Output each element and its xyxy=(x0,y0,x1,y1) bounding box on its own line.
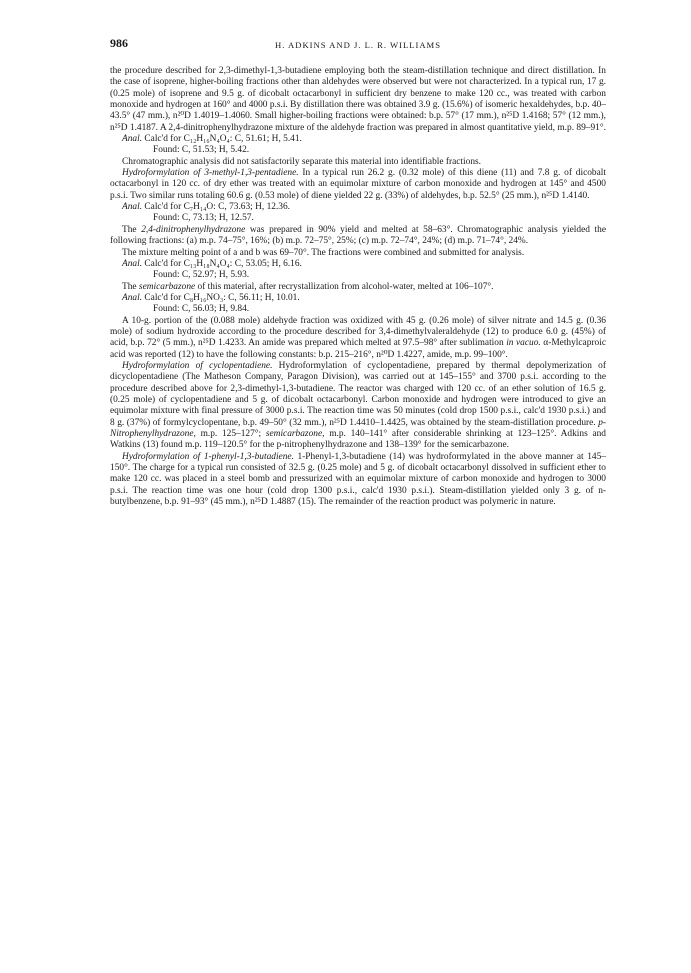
page-number: 986 xyxy=(110,36,128,50)
analysis-label: Anal. xyxy=(122,202,143,213)
paragraph-text: 1-Phenyl-1,3-butadiene (14) was hydroformylated in the above manner at 145–150°. The charge for a typical run consisted of 32.5 g. (0.25 mole) and 5 g. of dicobalt octacarbonyl dissolved in sufficient ether to make 120 cc. was placed in a steel bomb and pressurized with an equimolar mixture of carbon monoxide and hydrogen to 3000 p.s.i. The reaction time was one hour (cold drop 1300 p.s.i., calc'd 1930 p.s.i.). Steam-distillation yielded only 3 g. of n-butylbenzene, b.p. 91–93° (45 mm.), n²⁵D 1.4887 (15). The remainder of the reaction product was polymeric in nature. xyxy=(110,451,606,508)
emphasis: 2,4-dinitrophenylhydrazone xyxy=(141,224,246,235)
found-line: Found: C, 73.13; H, 12.57. xyxy=(153,213,254,224)
found-line: Found: C, 51.53; H, 5.42. xyxy=(153,145,250,156)
paragraph-cyclopentadiene xyxy=(110,361,606,452)
page xyxy=(110,38,606,508)
found-line: Found: C, 52.97; H, 5.93. xyxy=(153,270,250,281)
paragraph-text: In a typical run 26.2 g. (0.32 mole) of this diene (11) and 7.8 g. of dicobalt octacarbonyl in 120 cc. of dry ether was treated with an equimolar mixture of carbon monoxide and hydrogen at 145° and 4500 p.s.i. Two similar runs totaling 60.6 g. (0.53 mole) of diene yielded 22 g. (33%) of aldehydes, b.p. 52.5° (25 mm.), n²⁵D 1.4140. xyxy=(110,168,606,201)
section-title: Hydroformylation of 1-phenyl-1,3-butadiene. xyxy=(122,451,294,462)
paragraph-text: The xyxy=(122,281,139,292)
analysis-values: Calc'd for C₈H₁₆NO₃: C, 56.11; H, 10.01. xyxy=(144,292,300,303)
analysis-line xyxy=(110,202,606,213)
emphasis: in vacuo. xyxy=(506,338,541,349)
paragraph-mixture: The mixture melting point of a and b was 69–70°. The fractions were combined and submitted for analysis. xyxy=(122,247,525,258)
analysis-values: Calc'd for C₁₃H₁₈N₄O₄: C, 53.05; H, 6.16. xyxy=(144,258,302,269)
paragraph-chromatography: Chromatographic analysis did not satisfactorily separate this material into identifiable fractions. xyxy=(122,156,482,167)
paragraph-oxidation xyxy=(110,316,606,361)
paragraph-text: Hydroformylation of cyclopentadiene, prepared by thermal depolymerization of dicyclopentadiene (The Matheson Company, Paragon Division), was carried out at 145–155° and 3700 p.s.i. according to the procedure described above for 2,3-dimethyl-1,3-butadiene. The reactor was charged with 120 cc. of an ether solution of 16.5 g. (0.25 mole) of cyclopentadiene and 5 g. of dicobalt octacarbonyl. Carbon monoxide and hydrogen were introduced to give an equimolar mixture with final pressure of 3000 p.s.i. The reaction time was 50 minutes (cold drop 1500 p.s.i., calc'd 1930 p.s.i.) and 8 g. (37%) of formylcyclopentane, b.p. 49–50° (32 mm.), n²⁵D 1.4410–1.4425, was obtained by the steam-distillation procedure. xyxy=(110,360,606,428)
analysis-values: Calc'd for C₁₂H₁₆N₄O₄: C, 51.61; H, 5.41. xyxy=(144,134,302,145)
analysis-label: Anal. xyxy=(122,134,143,145)
found-line: Found: C, 56.03; H, 9.84. xyxy=(153,304,250,315)
section-title: Hydroformylation of 3-methyl-1,3-pentadiene. xyxy=(122,168,299,179)
paragraph-text: m.p. 140–141° after considerable shrinking at 123–125°. Adkins and Watkins (13) found m.p. 119–120.5° for the p-nitrophenylhydrazone and 138–139° for the semicarbazone. xyxy=(110,429,606,451)
analysis-label: Anal. xyxy=(122,258,143,269)
paragraph-text: A 10-g. portion of the (0.088 mole) aldehyde fraction was oxidized with 45 g. (0.26 mole) of silver nitrate and 14.5 g. (0.36 mole) of sodium hydroxide according to the procedure described for 3,4-dimethylvaleraldehyde (12) to produce 6.0 g. (45%) of acid, b.p. 72° (5 mm.), n²⁵D 1.4233. An amide was prepared which melted at 97.5–98° after sublimation xyxy=(110,315,606,349)
analysis-line xyxy=(110,293,606,304)
paragraph-semicarbazone xyxy=(110,282,606,293)
emphasis: semicarbazone, xyxy=(265,429,325,439)
paragraph-phenylbutadiene xyxy=(110,452,606,509)
paragraph-methylpentadiene xyxy=(110,168,606,202)
paragraph-text: m.p. 125–127°; xyxy=(195,429,266,439)
section-title: Hydroformylation of cyclopentadiene. xyxy=(122,360,273,371)
paragraph-text: of this material, after recrystallization from alcohol-water, melted at 106–107°. xyxy=(195,281,494,292)
analysis-line xyxy=(110,134,606,145)
analysis-values: Calc'd for C₇H₁₄O: C, 73.63; H, 12.36. xyxy=(144,202,291,213)
paragraph-text: α-Methylcaproic acid was reported (12) to have the following constants: b.p. 215–216°, n²⁰D 1.4227, amide, m.p. 99–100°. xyxy=(110,338,606,360)
page-header xyxy=(110,38,606,58)
analysis-label: Anal. xyxy=(122,292,143,303)
running-head: H. ADKINS AND J. L. R. WILLIAMS xyxy=(275,40,441,50)
paragraph-text: The xyxy=(122,224,142,235)
paragraph-dinitrophenylhydrazone xyxy=(110,225,606,248)
paragraph-isoprene: the procedure described for 2,3-dimethyl-1,3-butadiene employing both the steam-distillation technique and direct distillation. In the case of isoprene, higher-boiling fractions other than aldehydes were observed but were not characterized. In a typical run, 17 g. (0.25 mole) of isoprene and 9.5 g. of dicobalt octacarbonyl in sufficient dry benzene to make 120 cc., was treated with carbon monoxide and hydrogen at 160° and 4000 p.s.i. By distillation there was obtained 3.9 g. (15.6%) of isomeric hexaldehydes, b.p. 40–43.5° (47 mm.), n²⁰D 1.4019–1.4060. Small higher-boiling fractions were obtained: b.p. 57° (17 mm.), n²⁵D 1.4168; 57° (12 mm.), n²⁵D 1.4187. A 2,4-dinitrophenylhydrazone mixture of the aldehyde fraction was prepared in almost quantitative yield, m.p. 89–91°. xyxy=(110,66,606,133)
emphasis: p-Nitrophenylhydrazone, xyxy=(110,417,606,439)
analysis-line xyxy=(110,259,606,270)
emphasis: semicarbazone xyxy=(138,281,196,292)
paragraph-text: was prepared in 90% yield and melted at 58–63°. Chromatographic analysis yielded the following fractions: (a) m.p. 74–75°, 16%; (b) m.p. 72–75°, 25%; (c) m.p. 72–74°, 24%; (d) m.p. 71–74°, 24%. xyxy=(110,224,606,247)
